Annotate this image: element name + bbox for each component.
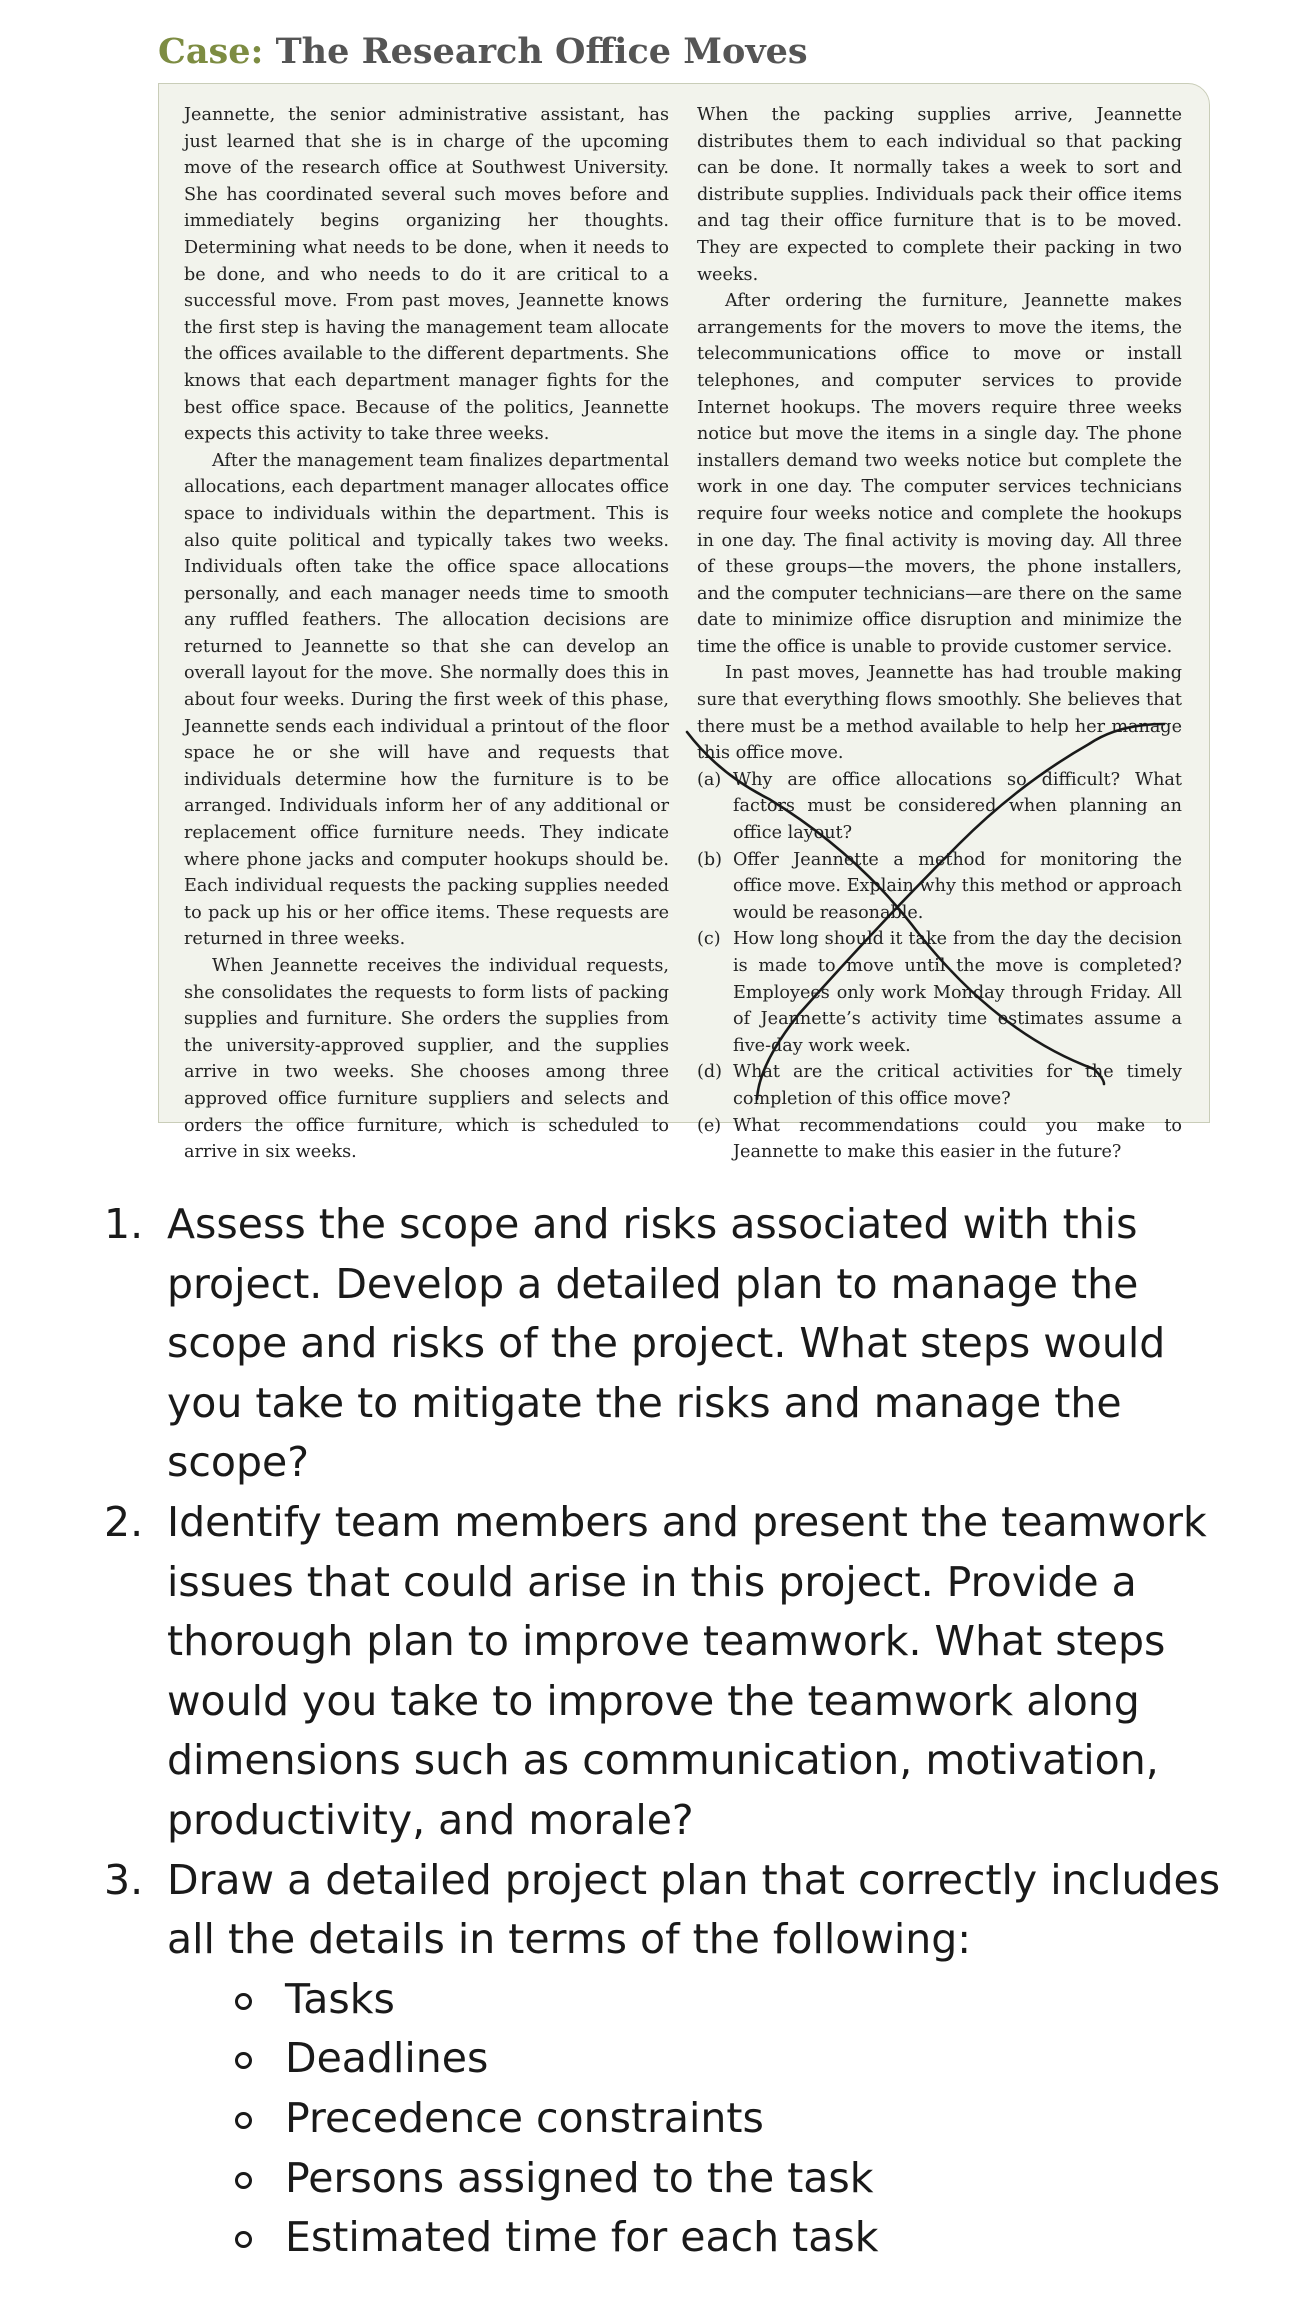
plan-details-list [167, 1970, 1230, 2268]
plan-detail-item [285, 2149, 1230, 2209]
question-letter: (a) [697, 769, 722, 790]
case-column-right [697, 102, 1182, 1166]
plan-detail-item [285, 2089, 1230, 2149]
plan-detail-text: Estimated time for each task [285, 2213, 879, 2262]
plan-detail-text: Tasks [285, 1974, 395, 2023]
bullet-circle-icon [235, 2112, 252, 2129]
case-label: Case: [158, 31, 264, 72]
plan-detail-item [285, 1970, 1230, 2030]
case-text-box [158, 83, 1210, 1163]
plan-detail-text: Precedence constraints [285, 2093, 764, 2142]
case-column-left [184, 102, 669, 1166]
case-question [697, 767, 1182, 847]
bullet-circle-icon [235, 1993, 252, 2010]
plan-detail-item [285, 2029, 1230, 2089]
case-paragraph: When the packing supplies arrive, Jeannette distributes them to each individual so that packing can be done. It normally takes a week to sort and distribute supplies. Individuals pack their office items and tag their office furniture that is to be moved. They are expected to complete their packing in two weeks. [697, 105, 1182, 285]
bullet-circle-icon [235, 2231, 252, 2248]
task-text: Identify team members and present the teamwork issues that could arise in this project. Provide a thorough plan to improve teamwork. What steps would you take to improve the teamwork along dimensions such as communication, motivation, productivity, and morale? [167, 1497, 1207, 1844]
question-text: What recommendations could you make to Jeannette to make this easier in the future? [733, 1115, 1182, 1163]
question-text: Why are office allocations so difficult? What factors must be considered when planning an office layout? [733, 769, 1182, 844]
task-number: 2. [104, 1497, 144, 1546]
bullet-circle-icon [235, 2052, 252, 2069]
task-number: 3. [104, 1855, 144, 1904]
task-item [100, 1493, 1230, 1851]
plan-detail-text: Persons assigned to the task [285, 2153, 874, 2202]
question-letter: (d) [697, 1062, 722, 1083]
case-paragraph: After ordering the furniture, Jeannette makes arrangements for the movers to move the items, the telecommunications office to move or install telephones, and computer services to provide Internet hookups. The movers require three weeks notice but move the items in a single day. The phone installers demand two weeks notice but complete the work in one day. The computer services technicians require four weeks notice and complete the hookups in one day. The final activity is moving day. All three of these groups—the movers, the phone installers, and the computer technicians—are there on the same date to minimize office disruption and minimize the time the office is unable to provide customer service. [697, 291, 1182, 657]
case-title: The Research Office Moves [275, 31, 808, 72]
case-paragraph: Jeannette, the senior administrative assistant, has just learned that she is in charge of the upcoming move of the research office at Southwest University. She has coordinated several such moves before and immediately begins organizing her thoughts. Determining what needs to be done, when it needs to be done, and who needs to do it are critical to a successful move. From past moves, Jeannette knows the first step is having the management team allocate the offices available to the different departments. She knows that each department manager fights for the best office space. Because of the politics, Jeannette expects this activity to take three weeks. [184, 105, 669, 445]
question-letter: (c) [697, 929, 721, 950]
question-text: What are the critical activities for the timely completion of this office move? [733, 1062, 1182, 1109]
case-paragraph: In past moves, Jeannette has had trouble making sure that everything flows smoothly. She believes that there must be a method available to help her manage this office move. [697, 663, 1182, 764]
assignment-task-list [100, 1195, 1230, 2268]
case-heading [158, 30, 808, 74]
case-question [697, 1059, 1182, 1112]
question-letter: (e) [697, 1115, 722, 1136]
plan-detail-item [285, 2208, 1230, 2268]
question-text: Offer Jeannette a method for monitoring the office move. Explain why this method or approach would be reasonable. [733, 849, 1182, 923]
question-text: How long should it take from the day the decision is made to move until the move is completed? Employees only work Monday through Friday. All of Jeannette’s activity time estimates assume a five-day work week. [733, 929, 1182, 1056]
task-item [100, 1195, 1230, 1493]
bullet-circle-icon [235, 2172, 252, 2189]
task-number: 1. [104, 1200, 144, 1248]
task-text: Draw a detailed project plan that correctly includes all the details in terms of the following: [167, 1855, 1221, 1964]
task-item [100, 1851, 1230, 2268]
case-paragraph: After the management team finalizes departmental allocations, each department manager allocates office space to individuals within the department. This is also quite political and typically takes two weeks. Individuals often take the office space allocations personally, and each manager needs time to smooth any ruffled feathers. The allocation decisions are returned to Jeannette so that she can develop an overall layout for the move. She normally does this in about four weeks. During the first week of this phase, Jeannette sends each individual a printout of the floor space he or she will have and requests that individuals determine how the furniture is to be arranged. Individuals inform her of any additional or replacement office furniture needs. They indicate where phone jacks and computer hookups should be. Each individual requests the packing supplies needed to pack up his or her office items. These requests are returned in three weeks. [184, 450, 669, 950]
question-letter: (b) [697, 849, 722, 870]
plan-detail-text: Deadlines [285, 2034, 489, 2083]
case-question [697, 847, 1182, 927]
case-question [697, 926, 1182, 1059]
case-paragraph: When Jeannette receives the individual requests, she consolidates the requests to form lists of packing supplies and furniture. She orders the supplies from the university-approved supplier, and the supplies arrive in two weeks. She chooses among three approved office furniture suppliers and selects and orders the office furniture, which is scheduled to arrive in six weeks. [184, 956, 669, 1163]
task-text: Assess the scope and risks associated with this project. Develop a detailed plan to manage the scope and risks of the project. What steps would you take to mitigate the risks and manage the scope? [167, 1200, 1166, 1487]
case-question [697, 1113, 1182, 1166]
